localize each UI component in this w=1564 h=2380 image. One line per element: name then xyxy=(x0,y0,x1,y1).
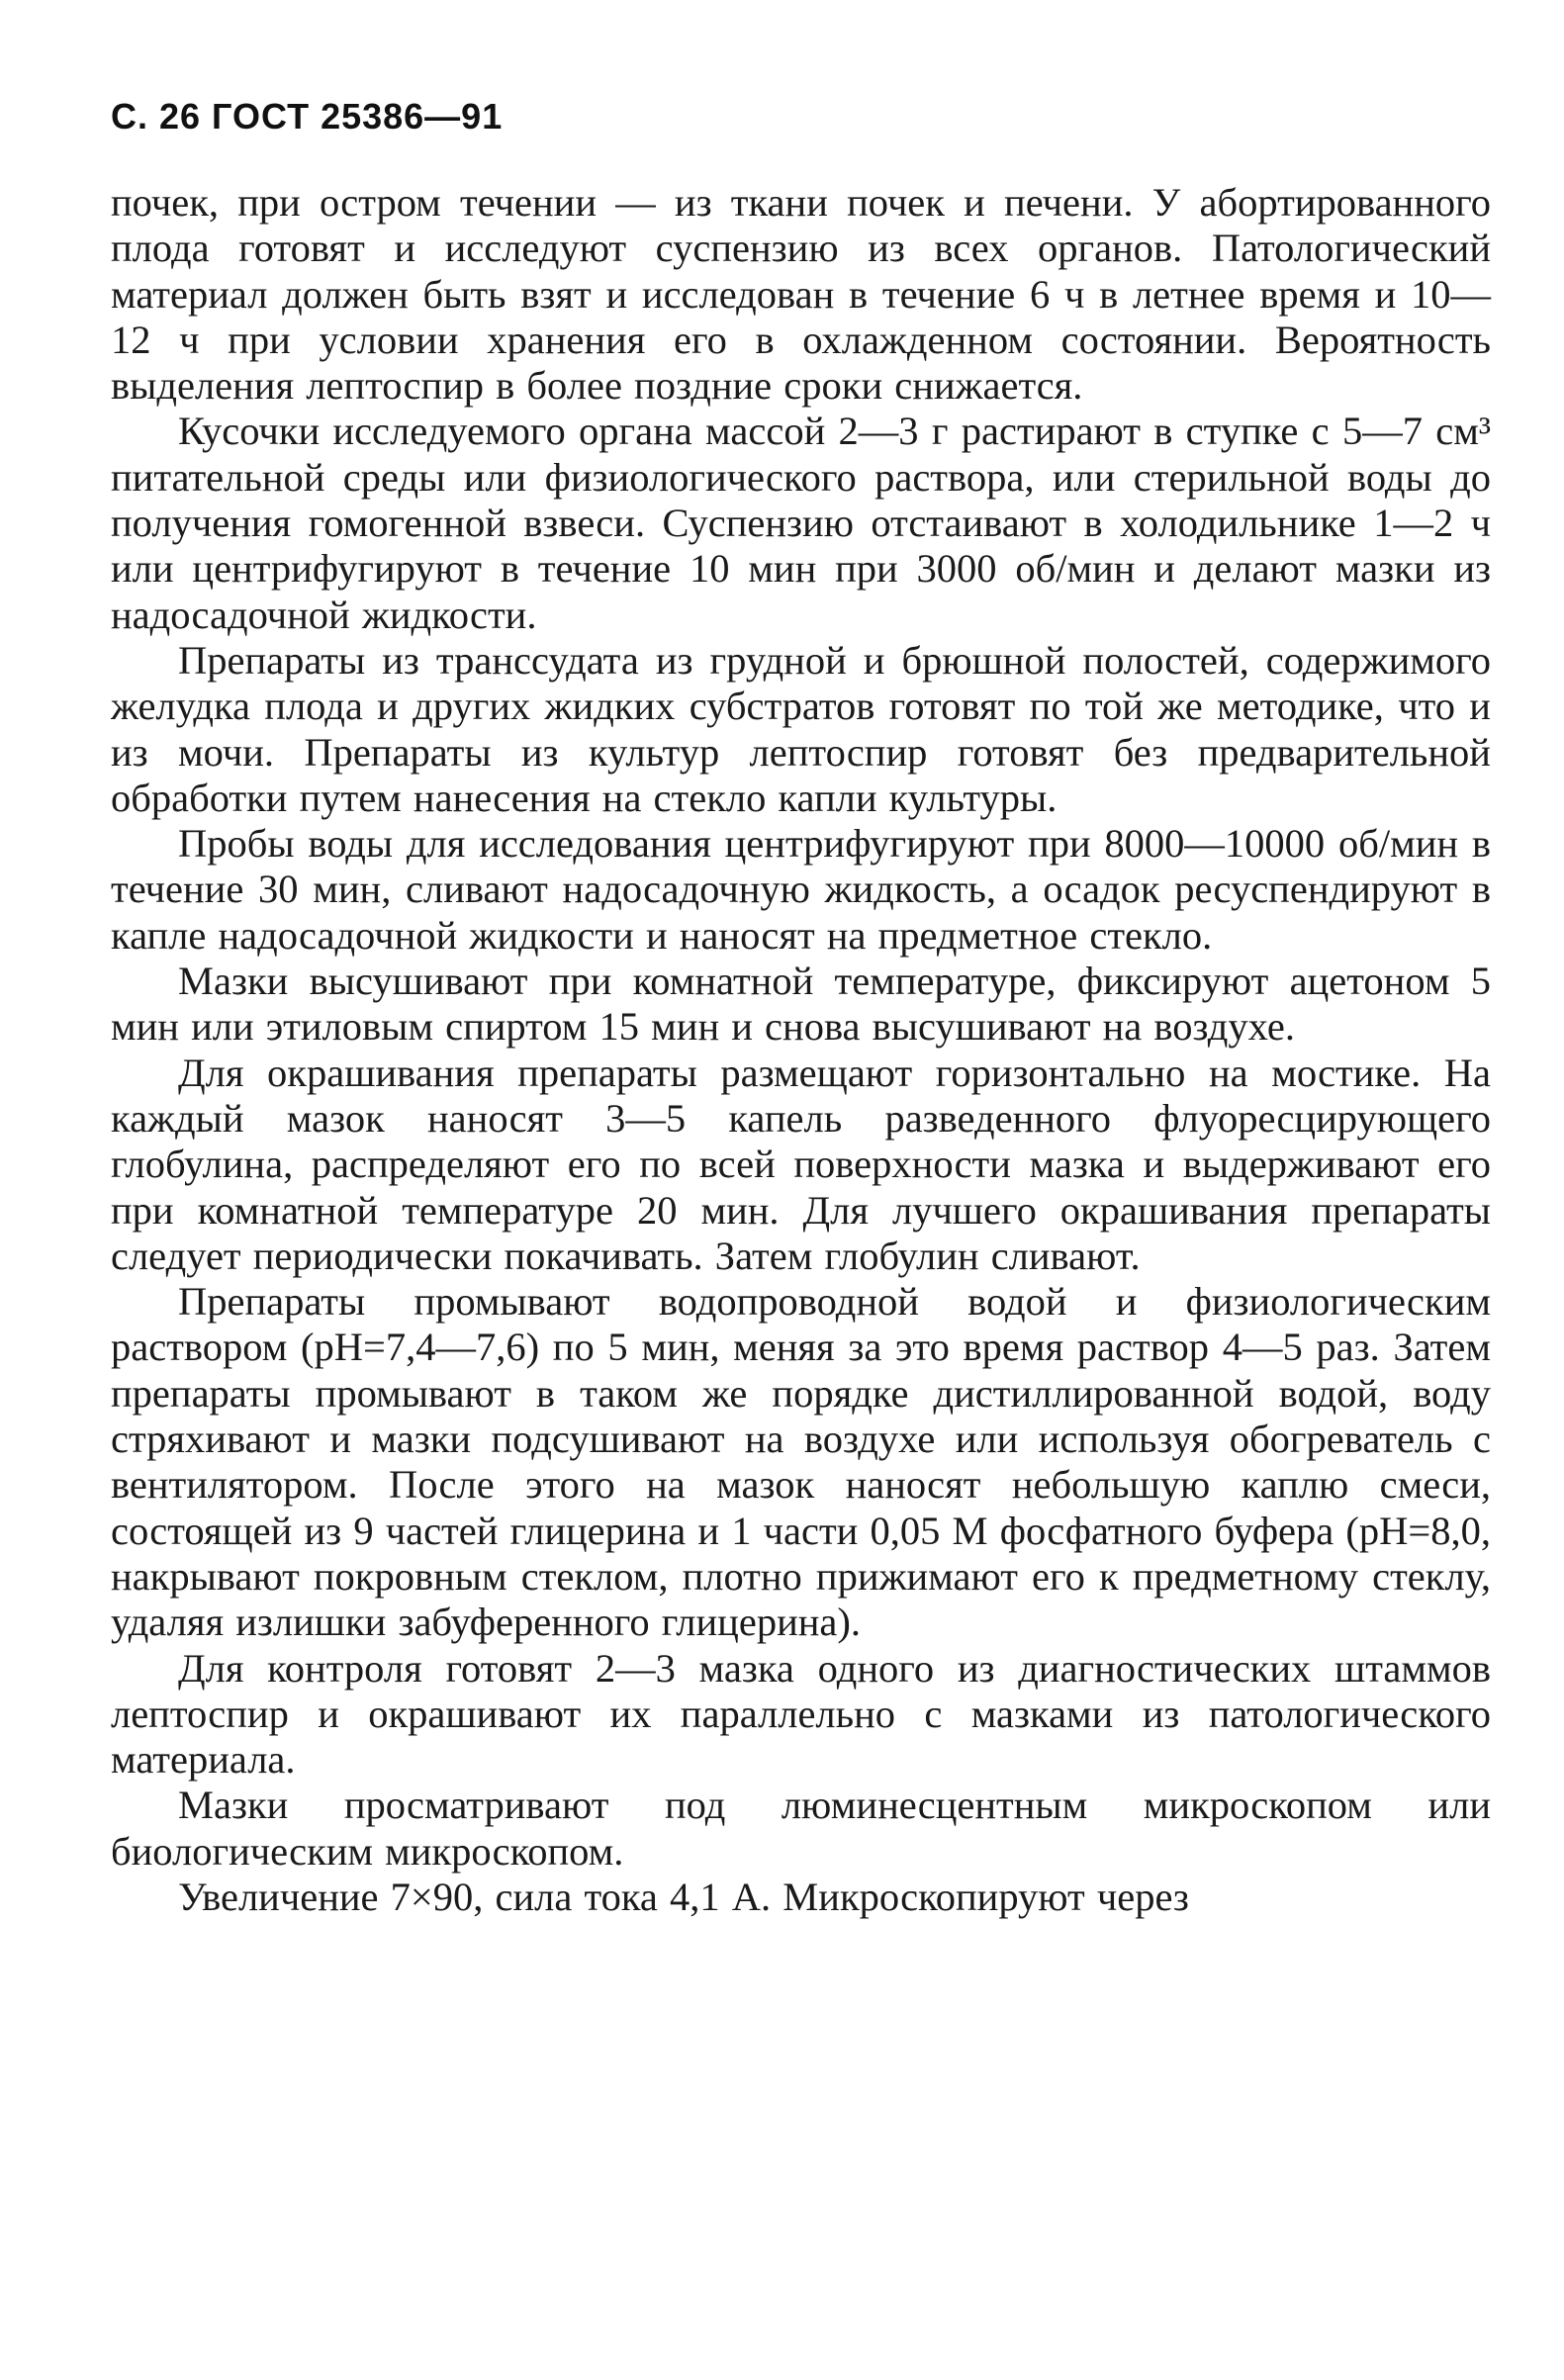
paragraph: Пробы воды для исследования центрифугируют при 8000—10000 об/мин в течение 30 мин, сливают надосадочную жидкость, а осадок ресуспендируют в капле надосадочной жидкости и наносят на предметное стекло. xyxy=(111,821,1491,958)
paragraph: Препараты из транссудата из грудной и брюшной полостей, содержимого желудка плода и других жидких субстратов готовят по той же методике, что и из мочи. Препараты из культур лептоспир готовят без предварительной обработки путем нанесения на стекло капли культуры. xyxy=(111,637,1491,820)
body-text xyxy=(111,180,1491,1920)
paragraph: Увеличение 7×90, сила тока 4,1 А. Микроскопируют через xyxy=(178,1874,1189,1919)
paragraph: Препараты промывают водопроводной водой и физиологическим раствором (pH=7,4—7,6) по 5 мин, меняя за это время раствор 4—5 раз. Затем препараты промывают в таком же порядке дистиллированной водой, воду стряхивают и мазки подсушивают на воздухе или используя обогреватель с вентилятором. После этого на мазок наносят небольшую каплю смеси, состоящей из 9 частей глицерина и 1 части 0,05 М фосфатного буфера (pH=8,0, накрывают покровным стеклом, плотно прижимают его к предметному стеклу, удаляя излишки забуференного глицерина). xyxy=(111,1279,1491,1645)
paragraph: Мазки просматривают под люминесцентным микроскопом или биологическим микроскопом. xyxy=(111,1783,1491,1874)
paragraph: почек, при остром течении — из ткани почек и печени. У абортированного плода готовят и исследуют суспензию из всех органов. Патологический материал должен быть взят и исследован в течение 6 ч в летнее время и 10—12 ч при условии хранения его в охлажденном состоянии. Вероятность выделения лептоспир в более поздние сроки снижается. xyxy=(111,180,1491,409)
document-page xyxy=(111,97,1491,1920)
paragraph: Мазки высушивают при комнатной температуре, фиксируют ацетоном 5 мин или этиловым спиртом 15 мин и снова высушивают на воздухе. xyxy=(111,959,1491,1050)
paragraph: Для контроля готовят 2—3 мазка одного из диагностических штаммов лептоспир и окрашивают их параллельно с мазками из патологического материала. xyxy=(111,1645,1491,1783)
paragraph: Для окрашивания препараты размещают горизонтально на мостике. На каждый мазок наносят 3—5 капель разведенного флуоресцирующего глобулина, распределяют его по всей поверхности мазка и выдерживают его при комнатной температуре 20 мин. Для лучшего окрашивания препараты следует периодически покачивать. Затем глобулин сливают. xyxy=(111,1050,1491,1278)
running-head: С. 26 ГОСТ 25386—91 xyxy=(111,96,504,137)
paragraph: Кусочки исследуемого органа массой 2—3 г растирают в ступке с 5—7 см³ питательной среды или физиологического раствора, или стерильной воды до получения гомогенной взвеси. Суспензию отстаивают в холодильнике 1—2 ч или центрифугируют в течение 10 мин при 3000 об/мин и делают мазки из надосадочной жидкости. xyxy=(111,409,1491,637)
